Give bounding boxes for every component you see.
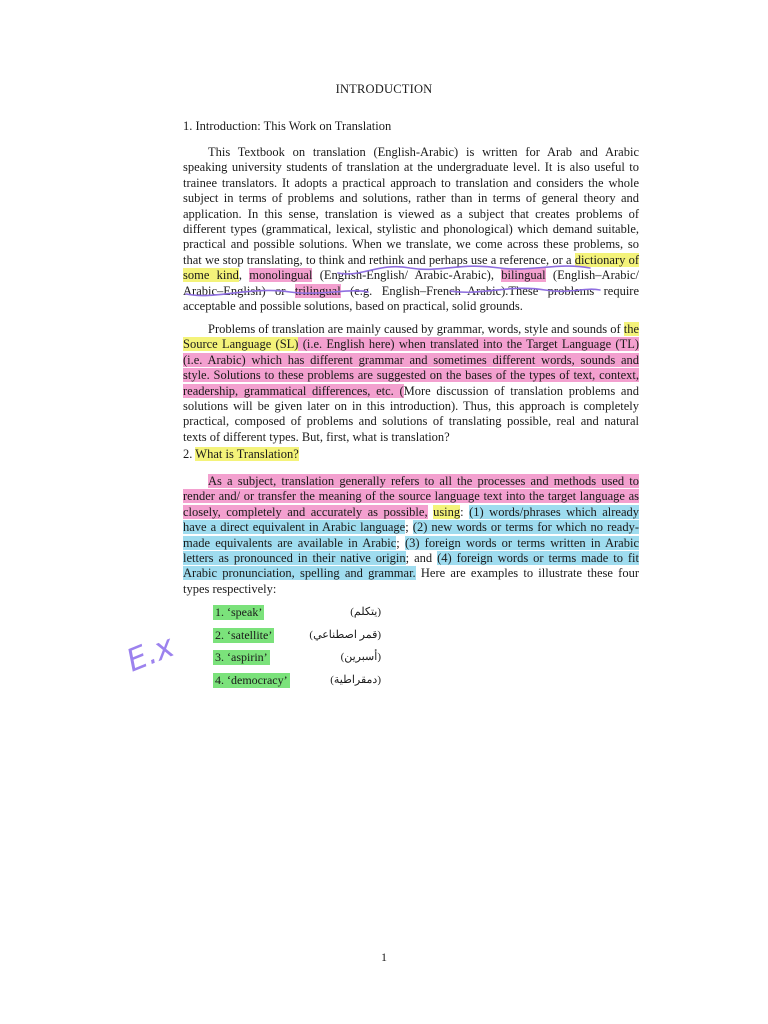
text-span: (English–Arabic/ Arabic–English) or xyxy=(183,268,640,298)
section-2-heading xyxy=(183,447,299,462)
highlight-target-language: (i.e. English here) when translated into the Target Language (TL) (i.e. Arabic) which has different grammar and sometimes different words, sounds and style. Solutions to these problems are suggested on the bases of the types of text, context, readership, grammatical differences, etc. ( xyxy=(183,337,639,398)
example-arabic: (يتكلم) xyxy=(350,606,381,618)
text-span: ; xyxy=(405,520,413,535)
highlight-what-is-translation: What is Translation? xyxy=(195,447,299,461)
text-span: , xyxy=(238,268,250,283)
text-span: : xyxy=(460,504,470,519)
example-arabic: (دمقراطية) xyxy=(330,673,381,686)
section-1-heading: 1. Introduction: This Work on Translation xyxy=(183,119,392,133)
example-english: 4. ‘democracy’ xyxy=(215,672,288,687)
highlight-using: using xyxy=(433,504,461,519)
page-number: 1 xyxy=(381,950,387,964)
highlight-trilingual: trilingual xyxy=(294,283,341,298)
example-arabic: (أسبرين) xyxy=(340,651,381,663)
example-row xyxy=(213,628,383,651)
paragraph-3 xyxy=(183,474,639,597)
text-span: (e.g. English–French–Arabic).These problems require acceptable and possible solutions, based on practical, solid grounds. xyxy=(183,283,639,314)
text-span: ; and xyxy=(405,551,438,566)
text-span: Problems of translation are mainly caused by grammar, words, style and sounds of xyxy=(208,322,624,336)
example-row xyxy=(213,605,383,628)
highlight-definition: As a subject, translation generally refers to all the processes and methods used to render and/ or transfer the meaning of the source language text into the target language as closely, completely and accurately as possible, xyxy=(183,474,639,519)
page-title: INTRODUCTION xyxy=(335,82,433,96)
paragraph-1 xyxy=(183,145,639,314)
section-2-number: 2. xyxy=(183,447,196,461)
highlight-type-2: (2) new words or terms for which no ready-made equivalents are available in Arabic xyxy=(183,520,639,550)
examples-list xyxy=(213,605,383,695)
example-row xyxy=(213,673,383,696)
example-row xyxy=(213,650,383,673)
highlight-bilingual: bilingual xyxy=(501,268,546,283)
text-span: ; xyxy=(396,535,405,550)
paragraph-2 xyxy=(183,322,639,445)
highlight-source-language: the Source Language (SL) xyxy=(183,322,640,352)
handwritten-note: E.x xyxy=(121,628,180,680)
highlight-type-1: (1) words/phrases which already have a direct equivalent in Arabic language xyxy=(183,504,639,535)
example-english: 2. ‘satellite’ xyxy=(215,627,273,642)
text-span: (English-English/ Arabic-Arabic), xyxy=(312,268,502,283)
text-span: This Textbook on translation (English-Arabic) is written for Arab and Arabic speaking university students of translation at the undergraduate level. It is also useful to trainee translators. It adopts a practical approach to translation and considers the whole subject in terms of problems and solutions, rather than in terms of general theory and application. In this sense, translation is viewed as a subject that creates problems of different types (grammatical, lexical, stylistic and phonological) which demand suitable, practical and possible solutions. When we translate, we come across these problems, so that we stop translating, to think and rethink and perhaps use a reference, or a xyxy=(183,145,639,267)
highlight-type-3: (3) foreign words or terms written in Arabic letters as pronounced in their native origin xyxy=(183,535,639,566)
highlight-type-4: (4) foreign words or terms made to fit Arabic pronunciation, spelling and grammar. xyxy=(183,551,639,581)
example-english: 3. ‘aspirin’ xyxy=(215,650,268,664)
highlight-dictionary: dictionary of some kind xyxy=(183,252,639,283)
highlight-monolingual: monolingual xyxy=(249,268,313,283)
example-arabic: (قمر اصطناعي) xyxy=(309,628,381,641)
text-span: More discussion of translation problems and solutions will be given later on in this introduction). Thus, this approach is completely practical, composed of problems and solutions of translating possible, real and natural texts of different types. But, first, what is translation? xyxy=(183,383,639,444)
example-english: 1. ‘speak’ xyxy=(215,605,263,619)
text-span: Here are examples to illustrate these four types respectively: xyxy=(183,566,640,596)
